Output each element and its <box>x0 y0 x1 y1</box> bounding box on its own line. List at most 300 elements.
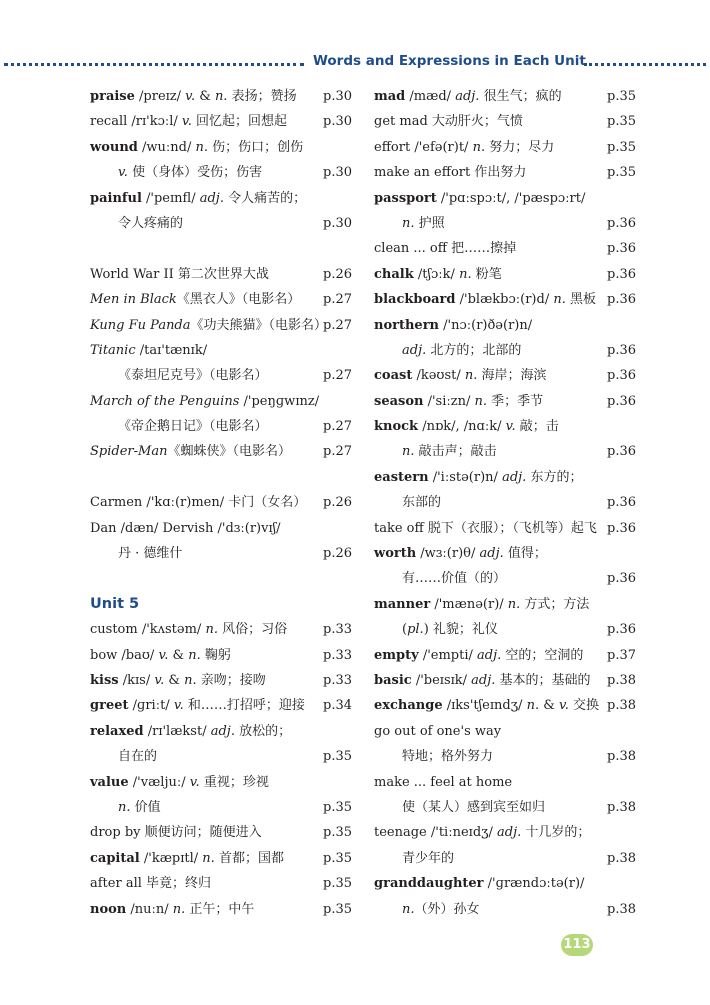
part-of-speech: n. <box>195 139 208 155</box>
vocab-entry <box>374 516 636 541</box>
page-reference: p.36 <box>607 495 636 511</box>
page-header <box>0 53 710 75</box>
headword: blackboard <box>374 292 456 308</box>
entry-segment: /'væljuː/ <box>128 774 190 790</box>
vocab-entry <box>90 262 352 287</box>
vocab-entry <box>90 541 352 566</box>
entry-segment: & <box>168 647 189 663</box>
vocab-entry <box>374 109 636 134</box>
entry-text <box>90 313 327 338</box>
headword: praise <box>90 89 135 104</box>
vocab-entry <box>374 592 636 617</box>
vocab-entry <box>90 186 352 211</box>
entry-text <box>374 871 584 896</box>
part-of-speech: n. <box>205 622 218 638</box>
entry-text <box>374 287 596 312</box>
part-of-speech: n. <box>459 266 472 282</box>
headword: noon <box>90 901 127 917</box>
page-reference: p.30 <box>323 114 352 130</box>
page-reference: p.30 <box>323 215 352 231</box>
page-reference: p.35 <box>607 165 636 181</box>
entry-segment: custom /'kʌstəm/ <box>90 622 206 638</box>
entry-text <box>90 84 297 109</box>
entry-segment: 表扬；赞扬 <box>227 89 297 104</box>
entry-segment: 《蜘蛛侠》（电影名） <box>167 444 291 460</box>
entry-segment: 基本的；基础的 <box>495 672 591 688</box>
entry-segment: go out of one's way <box>374 723 502 739</box>
vocab-entry <box>374 186 636 211</box>
entry-text <box>374 363 547 388</box>
vocab-entry <box>90 617 352 642</box>
page-reference: p.27 <box>323 368 352 384</box>
entry-segment: clean ... off 把……擦掉 <box>374 241 517 257</box>
vocab-entry <box>374 389 636 414</box>
page-reference: p.38 <box>607 850 636 866</box>
vocab-entry <box>90 643 352 668</box>
page-reference: p.35 <box>607 139 636 155</box>
part-of-speech: v. <box>118 165 128 181</box>
entry-segment: 亲吻；接吻 <box>196 672 266 688</box>
entry-text <box>90 109 287 134</box>
vocab-entry <box>90 846 352 871</box>
vocab-entry <box>374 160 636 185</box>
entry-segment: /'nɔː(r)ðə(r)n/ <box>439 317 533 333</box>
part-of-speech: Kung Fu Panda <box>90 317 191 333</box>
entry-text <box>118 414 268 439</box>
entry-text <box>402 338 521 363</box>
entry-text <box>374 313 532 338</box>
entry-segment: 粉笔 <box>471 266 502 282</box>
entry-text <box>118 795 161 820</box>
page-reference: p.38 <box>607 901 636 917</box>
entry-text <box>374 186 585 211</box>
vocab-entry <box>374 719 636 744</box>
entry-segment: 使（某人）感到宾至如归 <box>402 799 546 815</box>
vocab-entry <box>90 313 352 338</box>
vocab-entry <box>374 541 636 566</box>
entry-segment: 敲；击 <box>515 419 559 435</box>
entry-segment: /kəʊst/ <box>412 368 465 384</box>
entry-text <box>374 693 599 718</box>
entry-segment: /'ɡrændɔːtə(r)/ <box>483 876 585 892</box>
headword: mad <box>374 89 406 104</box>
page-reference: p.36 <box>607 444 636 460</box>
entry-segment: & <box>539 698 559 714</box>
entry-text <box>90 262 269 287</box>
vocab-entry <box>374 338 636 363</box>
entry-text <box>374 770 512 795</box>
entry-text <box>90 389 319 414</box>
entry-text <box>90 770 269 795</box>
page-reference: p.35 <box>323 799 352 815</box>
entry-segment: 首都；国都 <box>214 850 284 866</box>
vocab-entry <box>90 490 352 515</box>
page-reference: p.35 <box>323 901 352 917</box>
entry-segment: /rɪ'lækst/ <box>143 723 211 739</box>
part-of-speech: adj. <box>479 546 504 562</box>
entry-segment: /nɒk/, /nɑːk/ <box>418 419 506 435</box>
entry-segment: 很生气；疯的 <box>479 89 562 104</box>
headword: season <box>374 393 424 409</box>
entry-text <box>90 871 211 896</box>
vocab-entry <box>90 871 352 896</box>
headword: greet <box>90 698 129 714</box>
page-reference: p.34 <box>323 698 352 714</box>
vocab-entry <box>374 643 636 668</box>
entry-text <box>90 820 262 845</box>
part-of-speech: n. <box>202 850 215 866</box>
page-reference: p.33 <box>323 647 352 663</box>
entry-text <box>90 668 266 693</box>
page-reference: p.38 <box>607 799 636 815</box>
page-reference: p.27 <box>323 292 352 308</box>
entry-segment: 和……打招呼；迎接 <box>183 698 305 714</box>
part-of-speech: adj. <box>402 342 427 358</box>
vocab-entry <box>90 287 352 312</box>
entry-segment: get mad 大动肝火；气愤 <box>374 114 523 130</box>
headword: chalk <box>374 266 414 282</box>
page-reference: p.26 <box>323 546 352 562</box>
part-of-speech: v. <box>154 672 165 688</box>
headword: relaxed <box>90 723 144 739</box>
part-of-speech: n. <box>402 901 415 917</box>
page-reference: p.26 <box>323 495 352 511</box>
entry-text <box>402 846 454 871</box>
part-of-speech: March of the Penguins <box>90 393 240 409</box>
headword: wound <box>90 139 138 155</box>
vocab-entry <box>90 693 352 718</box>
entry-text <box>90 846 284 871</box>
entry-segment: /'peŋɡwɪnz/ <box>239 393 320 409</box>
entry-text <box>90 439 291 464</box>
unit-heading <box>90 592 352 617</box>
vocab-entry <box>90 770 352 795</box>
part-of-speech: adj. <box>497 825 522 841</box>
part-of-speech: Spider-Man <box>90 444 168 460</box>
part-of-speech: adj. <box>471 672 496 688</box>
vocab-entry <box>374 363 636 388</box>
entry-segment: 特地；格外努力 <box>402 749 494 765</box>
page-reference: p.36 <box>607 622 636 638</box>
part-of-speech: adj. <box>199 190 224 206</box>
headword: painful <box>90 190 142 206</box>
vocab-entry <box>90 719 352 744</box>
vocab-entry <box>90 109 352 134</box>
vocab-entry <box>374 668 636 693</box>
entry-text <box>90 592 139 617</box>
part-of-speech: n. <box>402 215 415 231</box>
entry-segment: /mæd/ <box>405 89 456 104</box>
vocab-entry <box>374 897 636 922</box>
entry-text <box>374 109 523 134</box>
part-of-speech: v. <box>158 647 169 663</box>
entry-segment: /kɪs/ <box>118 672 155 688</box>
vocab-entry <box>90 160 352 185</box>
page-reference: p.35 <box>607 114 636 130</box>
entry-segment: /'kæpɪtl/ <box>139 850 203 866</box>
page-reference: p.37 <box>607 647 636 663</box>
headword: passport <box>374 190 437 206</box>
spacer-row <box>90 566 352 591</box>
entry-segment: 令人疼痛的 <box>118 215 184 231</box>
entry-text <box>90 490 306 515</box>
entry-text <box>374 643 583 668</box>
headword: kiss <box>90 672 119 688</box>
page-reference: p.38 <box>607 698 636 714</box>
entry-segment: 重视；珍视 <box>199 774 269 790</box>
vocab-entry <box>374 414 636 439</box>
entry-segment: /'empti/ <box>418 647 478 663</box>
page-reference: p.36 <box>607 241 636 257</box>
vocab-entry <box>374 465 636 490</box>
page-header-title: Words and Expressions in Each Unit <box>313 53 586 69</box>
entry-segment: & <box>164 672 185 688</box>
vocab-entry <box>90 211 352 236</box>
entry-segment: 价值 <box>130 799 161 815</box>
vocab-entry <box>374 287 636 312</box>
entry-segment: 伤；伤口；创伤 <box>207 139 304 155</box>
page-reference: p.36 <box>607 342 636 358</box>
entry-text <box>118 744 157 769</box>
entry-text <box>402 617 498 642</box>
part-of-speech: v. <box>558 698 569 714</box>
entry-segment: 方式；方法 <box>520 596 590 612</box>
vocab-entry <box>374 693 636 718</box>
entry-text <box>402 566 506 591</box>
entry-text <box>374 516 597 541</box>
headword: manner <box>374 596 431 612</box>
part-of-speech: pl. <box>407 622 424 638</box>
entry-text <box>90 186 306 211</box>
part-of-speech: n. <box>553 292 566 308</box>
entry-segment: 放松的； <box>234 723 292 739</box>
entry-segment: /'siːzn/ <box>423 393 475 409</box>
vocab-entry <box>90 338 352 363</box>
vocab-entry <box>374 744 636 769</box>
entry-text <box>374 719 501 744</box>
entry-text <box>402 744 493 769</box>
entry-segment: 值得； <box>503 546 547 562</box>
entry-segment: Carmen /'kɑː(r)men/ 卡门（女名） <box>90 495 307 511</box>
page-reference: p.35 <box>323 825 352 841</box>
headword: worth <box>374 546 417 562</box>
page-reference: p.30 <box>323 89 352 104</box>
entry-segment: /'iːstə(r)n/ <box>428 469 503 485</box>
entry-text <box>374 236 516 261</box>
entry-text <box>374 465 582 490</box>
vocab-entry <box>90 744 352 769</box>
headword: knock <box>374 419 419 435</box>
entry-segment: /wɜː(r)θ/ <box>416 546 480 562</box>
page-reference: p.30 <box>323 165 352 181</box>
entry-segment: （外）孙女 <box>414 901 480 917</box>
page-reference: p.27 <box>323 444 352 460</box>
entry-segment: make ... feel at home <box>374 774 513 790</box>
entry-segment: ) 礼貌；礼仪 <box>423 622 498 638</box>
page-reference: p.36 <box>607 266 636 282</box>
entry-segment: 自在的 <box>118 749 158 765</box>
entry-segment: Unit 5 <box>90 595 140 612</box>
entry-segment: /'beɪsɪk/ <box>411 672 472 688</box>
headword: value <box>90 774 129 790</box>
entry-segment: 丹 · 德维什 <box>118 546 183 562</box>
entry-text <box>374 414 559 439</box>
vocab-entry <box>374 439 636 464</box>
part-of-speech: n. <box>214 89 228 104</box>
entry-text <box>90 617 287 642</box>
part-of-speech: n. <box>526 698 540 714</box>
part-of-speech: n. <box>184 672 197 688</box>
entry-segment: 《功夫熊猫》（电影名） <box>190 317 328 333</box>
part-of-speech: n. <box>402 444 415 460</box>
entry-segment: 《泰坦尼克号》（电影名） <box>118 368 268 384</box>
vocab-entry <box>374 566 636 591</box>
page-reference: p.36 <box>607 571 636 587</box>
page-reference: p.33 <box>323 622 352 638</box>
entry-text <box>90 516 281 541</box>
vocab-entry <box>90 135 352 160</box>
page-reference: p.35 <box>323 850 352 866</box>
header-dotted-rule-left <box>4 63 304 66</box>
entry-segment: 使（身体）受伤；伤害 <box>127 165 263 181</box>
entry-text <box>374 668 591 693</box>
part-of-speech: v. <box>185 89 196 104</box>
entry-segment: effort /'efə(r)t/ <box>374 139 473 155</box>
entry-segment: /'peɪnfl/ <box>141 190 200 206</box>
vocab-entry <box>90 414 352 439</box>
page-reference: p.36 <box>607 520 636 536</box>
vocab-entry <box>90 516 352 541</box>
entry-segment: make an effort 作出努力 <box>374 165 527 181</box>
entry-text <box>402 439 497 464</box>
vocab-column-left <box>90 84 352 922</box>
entry-text <box>374 592 589 617</box>
vocab-entry <box>90 84 352 109</box>
entry-text <box>90 897 254 922</box>
page-reference: p.36 <box>607 215 636 231</box>
entry-text <box>374 160 526 185</box>
entry-text <box>118 211 183 236</box>
vocab-entry <box>374 820 636 845</box>
part-of-speech: v. <box>181 114 192 130</box>
part-of-speech: Titanic <box>90 342 136 358</box>
entry-text <box>374 262 502 287</box>
part-of-speech: adj. <box>210 723 235 739</box>
vocab-entry <box>374 770 636 795</box>
entry-segment: after all 毕竟；终归 <box>90 876 212 892</box>
spacer-row <box>90 465 352 490</box>
page-reference: p.38 <box>607 749 636 765</box>
page-reference: p.27 <box>323 317 352 333</box>
entry-segment: 季；季节 <box>487 393 544 409</box>
headword: empty <box>374 647 419 663</box>
page-reference: p.35 <box>323 749 352 765</box>
entry-segment: 努力；尽力 <box>485 139 555 155</box>
vocab-entry <box>374 84 636 109</box>
entry-text <box>90 719 291 744</box>
vocab-entry <box>374 490 636 515</box>
entry-segment: /tʃɔːk/ <box>413 266 460 282</box>
headword: northern <box>374 317 439 333</box>
part-of-speech: adj. <box>502 469 527 485</box>
page-number-badge: 113 <box>561 934 593 956</box>
entry-text <box>402 490 441 515</box>
entry-segment: drop by 顺便访问；随便进入 <box>90 825 262 841</box>
entry-segment: 有……价值（的） <box>402 571 507 587</box>
part-of-speech: n. <box>507 596 521 612</box>
entry-segment: /'blækbɔː(r)d/ <box>455 292 554 308</box>
entry-text <box>374 84 562 109</box>
entry-segment: 敲击声；敲击 <box>414 444 497 460</box>
entry-segment: ( <box>402 622 408 638</box>
vocab-entry <box>374 871 636 896</box>
entry-text <box>374 541 547 566</box>
vocab-entry <box>90 795 352 820</box>
entry-segment: bow /baʊ/ <box>90 647 159 663</box>
vocab-entry <box>374 211 636 236</box>
headword: coast <box>374 368 413 384</box>
page-reference: p.36 <box>607 393 636 409</box>
entry-text <box>402 795 545 820</box>
part-of-speech: n. <box>474 393 488 409</box>
entry-segment: 《黑衣人》（电影名） <box>176 292 301 308</box>
vocab-entry <box>374 135 636 160</box>
entry-segment: 鞠躬 <box>200 647 231 663</box>
entry-text <box>118 160 262 185</box>
part-of-speech: v. <box>505 419 516 435</box>
part-of-speech: adj. <box>455 89 480 104</box>
entry-segment: /preɪz/ <box>134 89 186 104</box>
entry-segment: /ɡriːt/ <box>128 698 174 714</box>
part-of-speech: n. <box>172 901 186 917</box>
entry-text <box>374 135 554 160</box>
vocab-entry <box>90 363 352 388</box>
vocab-entry <box>374 617 636 642</box>
entry-text <box>90 135 303 160</box>
entry-text <box>90 693 305 718</box>
entry-segment: 东部的 <box>402 495 442 511</box>
entry-segment: 回忆起；回想起 <box>191 114 287 130</box>
page-reference: p.35 <box>607 89 636 104</box>
entry-text <box>90 287 300 312</box>
page-reference: p.26 <box>323 266 352 282</box>
header-dotted-rule-right <box>584 63 706 66</box>
entry-text <box>402 897 480 922</box>
entry-text <box>118 541 182 566</box>
entry-segment: 《帝企鹅日记》（电影名） <box>118 419 268 435</box>
vocab-entry <box>90 389 352 414</box>
part-of-speech: n. <box>188 647 201 663</box>
page-reference: p.38 <box>607 672 636 688</box>
entry-segment: /ɪks'tʃeɪndʒ/ <box>442 698 527 714</box>
entry-text <box>118 363 268 388</box>
entry-segment: take off 脱下（衣服）；（飞机等）起飞 <box>374 520 597 536</box>
entry-text <box>374 389 543 414</box>
vocab-entry <box>374 313 636 338</box>
entry-segment: 护照 <box>414 215 445 231</box>
part-of-speech: v. <box>173 698 184 714</box>
entry-segment: /'mænə(r)/ <box>430 596 508 612</box>
vocab-entry <box>90 897 352 922</box>
headword: granddaughter <box>374 876 484 892</box>
vocab-entry <box>90 820 352 845</box>
headword: exchange <box>374 698 443 714</box>
spacer-row <box>90 236 352 261</box>
entry-text <box>90 338 207 363</box>
entry-segment: teenage /'tiːneɪdʒ/ <box>374 825 497 841</box>
entry-segment: & <box>195 89 215 104</box>
entry-text <box>90 643 231 668</box>
